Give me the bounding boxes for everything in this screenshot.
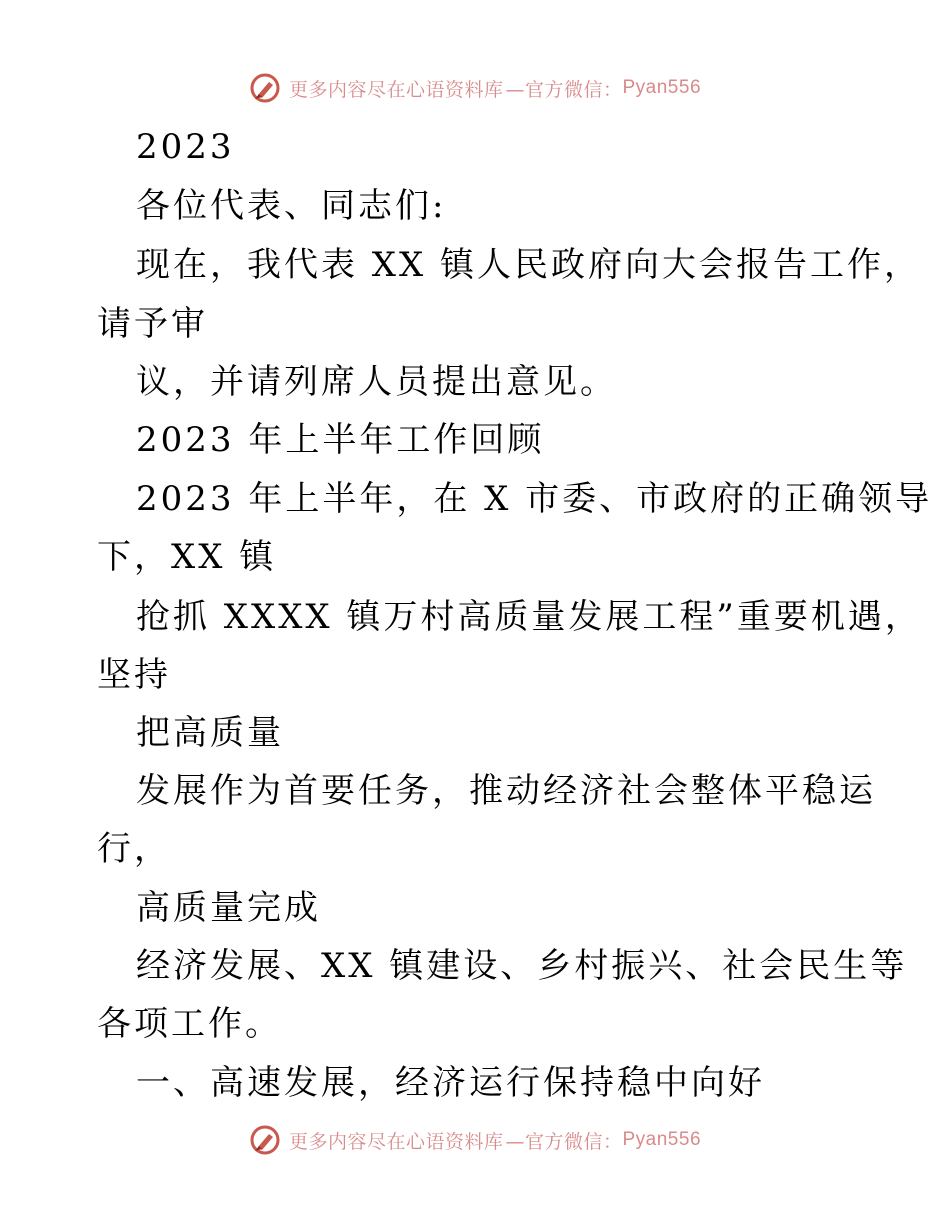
doc-line: 下，XX 镇	[97, 537, 277, 577]
doc-line: 议，并请列席人员提出意见。	[136, 362, 617, 402]
doc-line: 行，	[97, 829, 171, 869]
watermark-wechat-id: Pyan556	[622, 1129, 702, 1150]
doc-line: 现在，我代表 XX 镇人民政府向大会报告工作，	[136, 245, 922, 285]
watermark-wechat-id: Pyan556	[622, 77, 702, 98]
doc-line: 2023 年上半年工作回顾	[136, 420, 545, 460]
doc-line: 高质量完成	[136, 888, 321, 928]
footer-watermark	[0, 1124, 950, 1156]
watermark-official-label: —官方微信：	[505, 78, 623, 101]
doc-line: 各项工作。	[97, 1004, 282, 1044]
doc-line: 发展作为首要任务，推动经济社会整体平稳运	[136, 771, 876, 811]
doc-line: 坚持	[97, 655, 171, 695]
doc-line: 2023	[136, 127, 235, 167]
watermark-name: 更多内容尽在心语资料库	[288, 1130, 504, 1153]
doc-line: 经济发展、XX 镇建设、乡村振兴、社会民生等	[136, 946, 908, 986]
doc-line: 请予审	[97, 304, 208, 344]
doc-line: 一、高速发展，经济运行保持稳中向好	[136, 1063, 765, 1103]
pen-logo-icon	[249, 1124, 281, 1156]
doc-line: 2023 年上半年，在 X 市委、市政府的正确领导	[136, 479, 933, 519]
doc-line: 抢抓 XXXX 镇万村高质量发展工程”重要机遇，	[136, 597, 922, 637]
doc-line: 把高质量	[136, 713, 284, 753]
doc-line: 各位代表、同志们:	[136, 186, 447, 226]
watermark-official-label: —官方微信：	[505, 1130, 623, 1153]
watermark-name: 更多内容尽在心语资料库	[288, 78, 504, 101]
